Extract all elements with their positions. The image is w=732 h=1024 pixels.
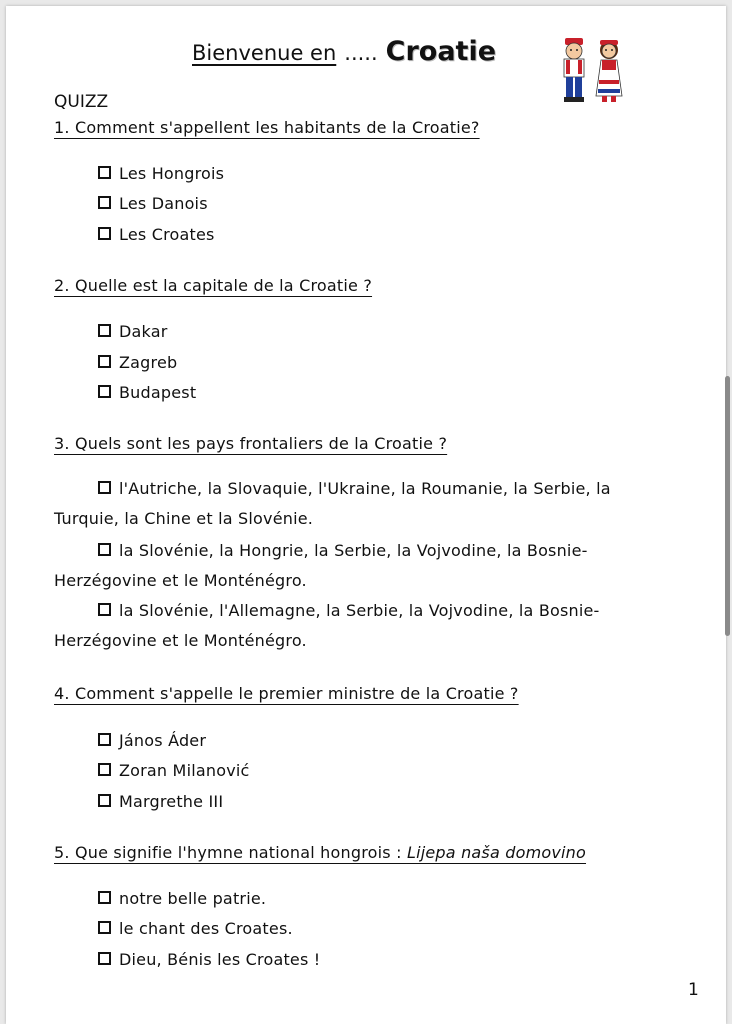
q2-option-2[interactable]: Zagreb — [98, 353, 177, 372]
checkbox-icon[interactable] — [98, 355, 111, 368]
q4-option-3[interactable]: Margrethe III — [98, 792, 223, 811]
q5-option-3[interactable]: Dieu, Bénis les Croates ! — [98, 950, 320, 969]
q2-option-3[interactable]: Budapest — [98, 383, 196, 402]
checkbox-icon[interactable] — [98, 166, 111, 179]
vertical-scrollbar[interactable] — [725, 376, 730, 636]
q5-option-2[interactable]: le chant des Croates. — [98, 919, 293, 938]
question-1: 1. Comment s'appellent les habitants de la Croatie? — [54, 118, 480, 137]
checkbox-icon[interactable] — [98, 733, 111, 746]
title-country: Croatie — [385, 36, 497, 67]
page-number: 1 — [688, 980, 699, 1000]
checkbox-icon[interactable] — [98, 952, 111, 965]
checkbox-icon[interactable] — [98, 481, 111, 494]
q3-option-1[interactable]: l'Autriche, la Slovaquie, l'Ukraine, la Roumanie, la Serbie, la Turquie, la Chine et la Slovénie. — [54, 479, 611, 528]
anthem-title: Lijepa naša domovino — [406, 843, 587, 862]
document-page — [6, 6, 726, 1024]
title-welcome: Bienvenue en — [192, 41, 337, 65]
checkbox-icon[interactable] — [98, 227, 111, 240]
checkbox-icon[interactable] — [98, 543, 111, 556]
q1-option-1[interactable]: Les Hongrois — [98, 164, 224, 183]
checkbox-icon[interactable] — [98, 794, 111, 807]
question-4: 4. Comment s'appelle le premier ministre de la Croatie ? — [54, 684, 519, 703]
croatian-costume-figures — [558, 36, 628, 112]
title-dots: ..... — [344, 41, 378, 65]
question-2: 2. Quelle est la capitale de la Croatie ? — [54, 276, 373, 295]
page-title — [192, 36, 496, 67]
checkbox-icon[interactable] — [98, 891, 111, 904]
q4-option-1[interactable]: János Áder — [98, 731, 206, 750]
q2-option-1[interactable]: Dakar — [98, 322, 168, 341]
costume-couple-icon — [558, 36, 628, 108]
q3-option-2[interactable]: la Slovénie, la Hongrie, la Serbie, la Vojvodine, la Bosnie-Herzégovine et le Monténégro. — [54, 541, 588, 590]
q1-option-3[interactable]: Les Croates — [98, 225, 215, 244]
checkbox-icon[interactable] — [98, 763, 111, 776]
checkbox-icon[interactable] — [98, 385, 111, 398]
checkbox-icon[interactable] — [98, 603, 111, 616]
checkbox-icon[interactable] — [98, 324, 111, 337]
q4-option-2[interactable]: Zoran Milanović — [98, 761, 250, 780]
q1-option-2[interactable]: Les Danois — [98, 194, 208, 213]
question-5: 5. Que signifie l'hymne national hongrois : Lijepa naša domovino — [54, 843, 587, 862]
q5-option-1[interactable]: notre belle patrie. — [98, 889, 266, 908]
checkbox-icon[interactable] — [98, 196, 111, 209]
q3-option-3[interactable]: la Slovénie, l'Allemagne, la Serbie, la Vojvodine, la Bosnie-Herzégovine et le Monténégro. — [54, 601, 600, 650]
quiz-label: QUIZZ — [54, 92, 109, 112]
checkbox-icon[interactable] — [98, 921, 111, 934]
question-3: 3. Quels sont les pays frontaliers de la Croatie ? — [54, 434, 448, 453]
